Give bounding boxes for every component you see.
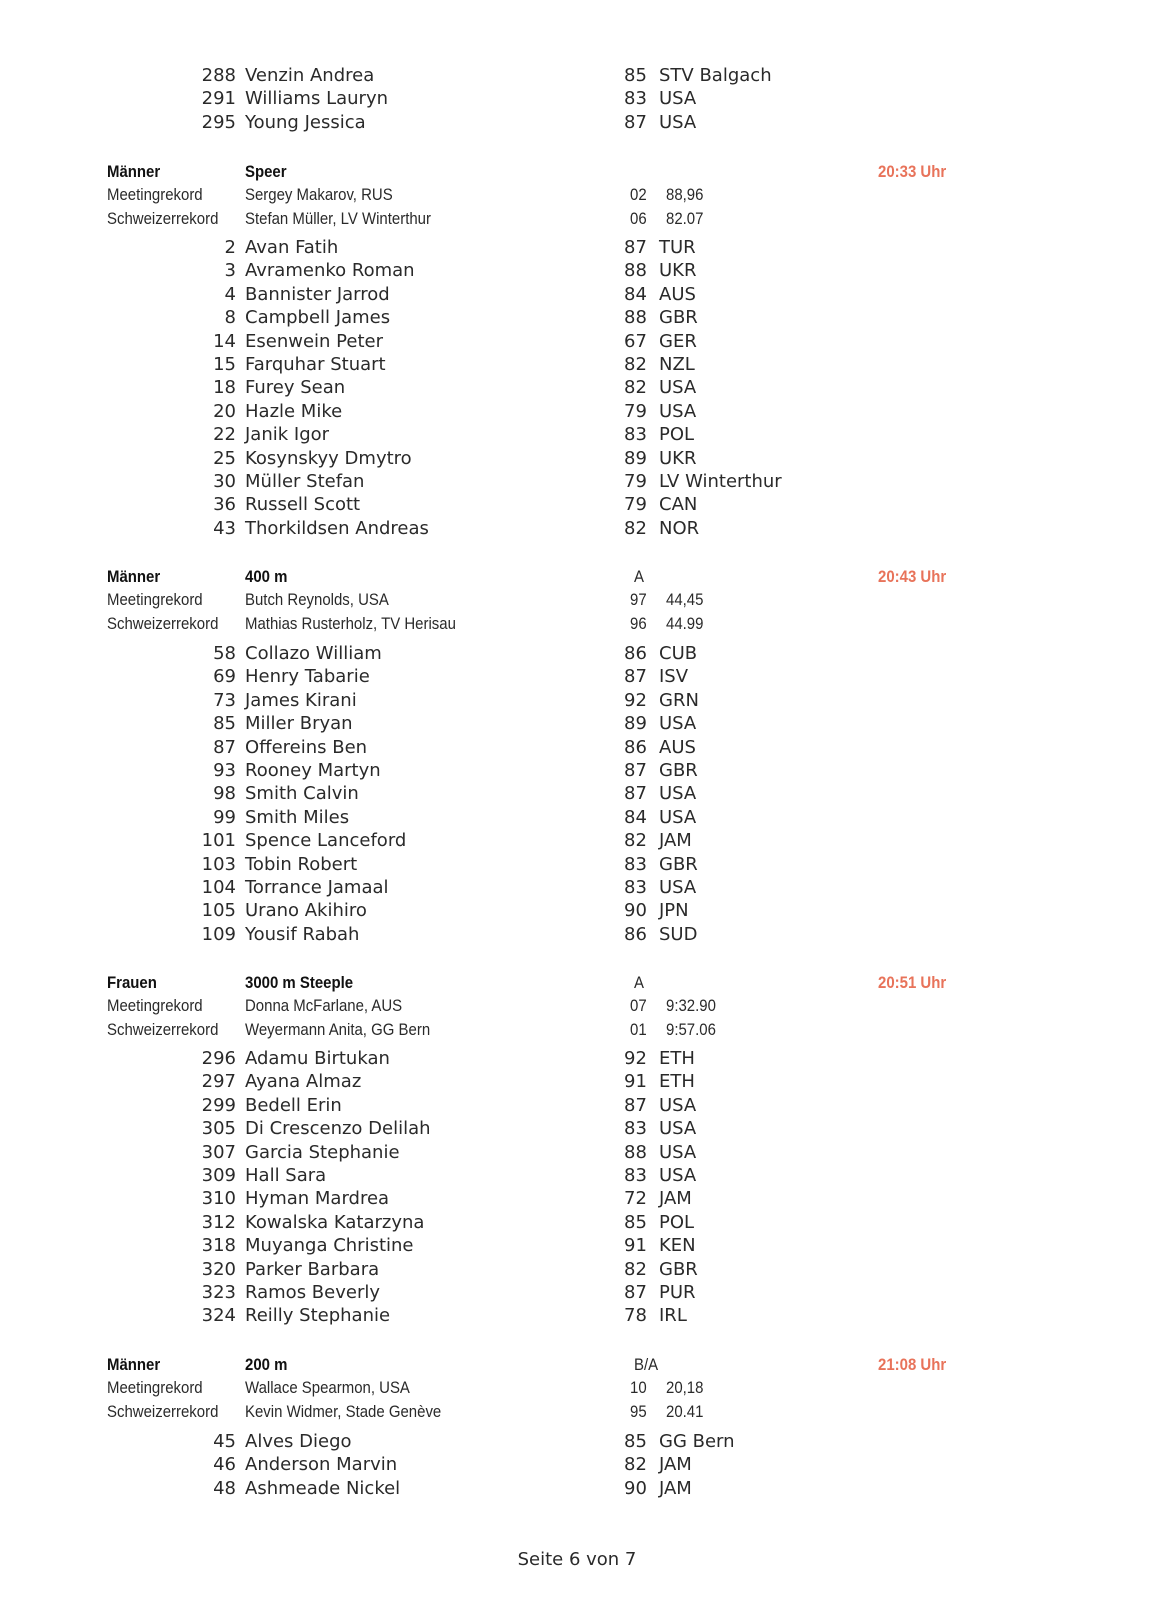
bib-number: 324 [201,1305,236,1327]
discipline-label: 200 m [245,1355,288,1374]
birth-year: 83 [624,853,647,875]
club-country: CAN [659,494,698,516]
swiss-record-mark: 44.99 [666,613,704,633]
birth-year: 89 [624,713,647,735]
bib-number: 295 [201,111,236,133]
swiss-record-year: 95 [630,1401,647,1421]
athlete-name: Russell Scott [245,494,361,516]
athlete-row [0,1304,1154,1328]
meeting-record-mark: 9:32.90 [666,996,716,1016]
bib-number: 101 [201,830,236,852]
page-footer: Seite 6 von 7 [517,1549,637,1570]
bib-number: 85 [213,713,236,735]
athlete-name: Young Jessica [245,111,366,133]
club-country: POL [659,1211,695,1233]
category-label: A [634,973,644,992]
club-country: USA [659,783,697,805]
athlete-name: Smith Miles [245,806,350,828]
club-country: USA [659,877,697,898]
swiss-record-year: 06 [630,208,647,228]
athlete-name: Müller Stefan [245,471,365,492]
athlete-name: Muyanga Christine [245,1235,414,1257]
club-country: PUR [659,1282,696,1303]
athlete-row [0,665,1154,689]
swiss-record-year: 96 [630,613,647,633]
birth-year: 83 [624,1165,647,1186]
athlete-name: Rooney Martyn [245,760,381,781]
bib-number: 305 [201,1118,236,1140]
meeting-record-mark: 44,45 [666,590,704,610]
club-country: USA [659,1141,697,1163]
club-country: ETH [659,1048,695,1069]
birth-year: 86 [624,643,647,664]
birth-year: 92 [624,689,647,711]
club-country: UKR [659,447,697,469]
athlete-row [0,1477,1154,1501]
birth-year: 79 [624,400,647,422]
birth-year: 87 [624,237,647,258]
bib-number: 307 [201,1141,236,1163]
bib-number: 4 [224,283,236,305]
club-country: POL [659,424,695,446]
birth-year: 72 [624,1188,647,1210]
meeting-record-year: 97 [630,590,647,610]
club-country: USA [659,377,697,399]
swiss-record-mark: 82.07 [666,208,704,228]
athlete-name: Garcia Stephanie [245,1141,400,1163]
birth-year: 87 [624,111,647,133]
athlete-row [0,470,1154,494]
athlete-name: Thorkildsen Andreas [245,517,429,539]
athlete-row [0,642,1154,666]
bib-number: 103 [201,853,236,875]
record-row [0,207,1154,231]
athlete-row [0,853,1154,877]
athlete-name: Henry Tabarie [245,666,370,688]
bib-number: 15 [213,354,236,375]
record-row [0,1376,1154,1400]
athlete-row [0,689,1154,713]
record-row [0,183,1154,207]
event-header [0,565,1154,589]
athlete-name: Spence Lanceford [245,830,407,852]
athlete-row [0,236,1154,260]
event-header [0,971,1154,995]
event-header [0,1353,1154,1377]
birth-year: 85 [624,65,647,86]
athlete-row [0,1234,1154,1258]
bib-number: 296 [201,1048,236,1069]
athlete-row [0,330,1154,354]
athlete-name: Avan Fatih [245,237,339,258]
bib-number: 323 [201,1282,236,1303]
athlete-name: Bannister Jarrod [245,283,390,305]
athlete-row [0,782,1154,806]
athlete-row [0,1258,1154,1282]
start-time: 21:08 Uhr [878,1355,947,1374]
athlete-name: Hyman Mardrea [245,1188,390,1210]
birth-year: 88 [624,307,647,329]
athlete-name: Offereins Ben [245,736,368,758]
meeting-record-holder: Wallace Spearmon, USA [245,1378,410,1398]
athlete-row [0,1187,1154,1211]
bib-number: 48 [213,1477,236,1499]
discipline-label: 400 m [245,567,288,586]
birth-year: 84 [624,283,647,305]
athlete-row [0,423,1154,447]
athlete-row [0,1094,1154,1118]
club-country: GBR [659,307,698,329]
bib-number: 25 [213,447,236,469]
swiss-record-year: 01 [630,1019,647,1039]
gender-label: Männer [107,162,161,181]
bib-number: 320 [201,1258,236,1280]
club-country: ISV [659,666,689,688]
record-row [0,588,1154,612]
birth-year: 88 [624,260,647,282]
athlete-row [0,1047,1154,1071]
athlete-name: Alves Diego [245,1431,352,1452]
athlete-name: Williams Lauryn [245,88,388,110]
meeting-record-holder: Donna McFarlane, AUS [245,996,403,1016]
club-country: USA [659,1094,697,1116]
meeting-record-year: 02 [630,185,647,205]
start-time: 20:43 Uhr [878,567,947,586]
athlete-row [0,64,1154,88]
athlete-name: Torrance Jamaal [245,877,389,898]
bib-number: 312 [201,1211,236,1233]
birth-year: 79 [624,471,647,492]
club-country: IRL [659,1305,687,1327]
meeting-record-year: 10 [630,1378,647,1398]
athlete-row [0,447,1154,471]
club-country: GBR [659,1258,698,1280]
athlete-row [0,1453,1154,1477]
athlete-name: Hazle Mike [245,400,343,422]
athlete-row [0,306,1154,330]
discipline-label: 3000 m Steeple [245,973,354,992]
birth-year: 85 [624,1211,647,1233]
bib-number: 99 [213,806,236,828]
club-country: LV Winterthur [659,471,782,492]
swiss-record-label: Schweizerrekord [107,613,219,633]
athlete-row [0,736,1154,760]
bib-number: 297 [201,1071,236,1093]
birth-year: 83 [624,88,647,110]
meeting-record-label: Meetingrekord [107,1378,203,1398]
club-country: GRN [659,689,699,711]
club-country: JAM [659,1477,692,1499]
club-country: TUR [659,237,696,258]
athlete-name: Anderson Marvin [245,1454,398,1476]
meeting-record-holder: Sergey Makarov, RUS [245,185,393,205]
birth-year: 83 [624,1118,647,1140]
club-country: USA [659,713,697,735]
birth-year: 84 [624,806,647,828]
birth-year: 82 [624,377,647,399]
athlete-name: Parker Barbara [245,1258,380,1280]
swiss-record-label: Schweizerrekord [107,1401,219,1421]
birth-year: 67 [624,330,647,352]
athlete-row [0,493,1154,517]
meeting-record-year: 07 [630,996,647,1016]
birth-year: 87 [624,1094,647,1116]
athlete-row [0,1281,1154,1305]
swiss-record-holder: Mathias Rusterholz, TV Herisau [245,613,456,633]
birth-year: 86 [624,923,647,945]
athlete-name: Tobin Robert [245,853,358,875]
athlete-name: Bedell Erin [245,1094,342,1116]
birth-year: 79 [624,494,647,516]
bib-number: 2 [224,237,236,258]
birth-year: 83 [624,424,647,446]
birth-year: 87 [624,783,647,805]
athlete-name: Furey Sean [245,377,346,399]
athlete-name: Avramenko Roman [245,260,415,282]
swiss-record-mark: 9:57.06 [666,1019,716,1039]
swiss-record-holder: Stefan Müller, LV Winterthur [245,208,431,228]
athlete-row [0,1430,1154,1454]
club-country: AUS [659,283,696,305]
club-country: GBR [659,760,698,781]
bib-number: 93 [213,760,236,781]
record-row [0,1018,1154,1042]
bib-number: 69 [213,666,236,688]
athlete-name: Miller Bryan [245,713,353,735]
bib-number: 299 [201,1094,236,1116]
athlete-row [0,259,1154,283]
club-country: GG Bern [659,1431,735,1452]
athlete-name: Kosynskyy Dmytro [245,447,412,469]
athlete-row [0,517,1154,541]
athlete-name: Campbell James [245,307,391,329]
athlete-row [0,1141,1154,1165]
club-country: USA [659,806,697,828]
club-country: USA [659,111,697,133]
club-country: NOR [659,517,700,539]
bib-number: 18 [213,377,236,399]
athlete-name: Kowalska Katarzyna [245,1211,425,1233]
athlete-name: Ayana Almaz [245,1071,362,1093]
athlete-row [0,1070,1154,1094]
meeting-record-mark: 20,18 [666,1378,704,1398]
athlete-name: Adamu Birtukan [245,1048,390,1069]
club-country: JAM [659,830,692,852]
club-country: AUS [659,736,696,758]
athlete-name: Janik Igor [245,424,330,446]
club-country: USA [659,400,697,422]
athlete-name: Yousif Rabah [245,923,360,945]
athlete-name: Ashmeade Nickel [245,1477,401,1499]
birth-year: 86 [624,736,647,758]
club-country: USA [659,1165,697,1186]
bib-number: 104 [201,877,236,898]
meeting-record-label: Meetingrekord [107,996,203,1016]
athlete-row [0,876,1154,900]
birth-year: 82 [624,1258,647,1280]
meeting-record-holder: Butch Reynolds, USA [245,590,389,610]
birth-year: 89 [624,447,647,469]
bib-number: 318 [201,1235,236,1257]
athlete-name: Venzin Andrea [245,65,375,86]
record-row [0,612,1154,636]
category-label: B/A [634,1355,659,1374]
athlete-row [0,829,1154,853]
swiss-record-label: Schweizerrekord [107,1019,219,1039]
bib-number: 46 [213,1454,236,1476]
athlete-row [0,759,1154,783]
meeting-record-label: Meetingrekord [107,185,203,205]
birth-year: 87 [624,760,647,781]
bib-number: 20 [213,400,236,422]
athlete-row [0,806,1154,830]
swiss-record-holder: Kevin Widmer, Stade Genève [245,1401,442,1421]
bib-number: 36 [213,494,236,516]
athlete-row [0,1164,1154,1188]
start-time: 20:51 Uhr [878,973,947,992]
club-country: KEN [659,1235,696,1257]
athlete-name: Ramos Beverly [245,1282,380,1303]
athlete-name: James Kirani [245,689,357,711]
club-country: JPN [659,900,689,922]
club-country: STV Balgach [659,65,772,86]
meeting-record-mark: 88,96 [666,185,704,205]
record-row [0,1400,1154,1424]
swiss-record-mark: 20.41 [666,1401,704,1421]
birth-year: 82 [624,830,647,852]
bib-number: 14 [213,330,236,352]
club-country: CUB [659,643,698,664]
club-country: GBR [659,853,698,875]
club-country: USA [659,88,697,110]
athlete-row [0,283,1154,307]
club-country: GER [659,330,697,352]
bib-number: 291 [201,88,236,110]
swiss-record-label: Schweizerrekord [107,208,219,228]
club-country: UKR [659,260,697,282]
bib-number: 310 [201,1188,236,1210]
event-header [0,160,1154,184]
bib-number: 3 [224,260,236,282]
birth-year: 82 [624,354,647,375]
birth-year: 82 [624,1454,647,1476]
record-row [0,994,1154,1018]
bib-number: 309 [201,1165,236,1186]
athlete-row [0,87,1154,111]
club-country: NZL [659,354,695,375]
birth-year: 78 [624,1305,647,1327]
athlete-row [0,376,1154,400]
birth-year: 92 [624,1048,647,1069]
athlete-row [0,923,1154,947]
category-label: A [634,567,644,586]
athlete-row [0,400,1154,424]
discipline-label: Speer [245,162,287,181]
club-country: JAM [659,1454,692,1476]
bib-number: 87 [213,736,236,758]
athlete-row [0,1117,1154,1141]
bib-number: 58 [213,643,236,664]
athlete-row [0,712,1154,736]
bib-number: 98 [213,783,236,805]
athlete-row [0,111,1154,135]
athlete-row [0,1211,1154,1235]
birth-year: 87 [624,1282,647,1303]
athlete-row [0,899,1154,923]
bib-number: 105 [201,900,236,922]
athlete-name: Hall Sara [245,1165,327,1186]
bib-number: 45 [213,1431,236,1452]
bib-number: 22 [213,424,236,446]
athlete-name: Di Crescenzo Delilah [245,1118,431,1140]
bib-number: 8 [224,307,236,329]
athlete-row [0,353,1154,377]
swiss-record-holder: Weyermann Anita, GG Bern [245,1019,431,1039]
bib-number: 43 [213,517,236,539]
birth-year: 85 [624,1431,647,1452]
birth-year: 90 [624,900,647,922]
meeting-record-label: Meetingrekord [107,590,203,610]
birth-year: 83 [624,877,647,898]
athlete-name: Urano Akihiro [245,900,367,922]
club-country: ETH [659,1071,695,1093]
athlete-name: Farquhar Stuart [245,354,386,375]
athlete-name: Collazo William [245,643,382,664]
birth-year: 90 [624,1477,647,1499]
club-country: JAM [659,1188,692,1210]
birth-year: 91 [624,1235,647,1257]
gender-label: Frauen [107,973,157,992]
birth-year: 88 [624,1141,647,1163]
bib-number: 73 [213,689,236,711]
bib-number: 109 [201,923,236,945]
birth-year: 82 [624,517,647,539]
start-time: 20:33 Uhr [878,162,947,181]
club-country: SUD [659,923,698,945]
gender-label: Männer [107,567,161,586]
club-country: USA [659,1118,697,1140]
birth-year: 87 [624,666,647,688]
bib-number: 30 [213,471,236,492]
athlete-name: Reilly Stephanie [245,1305,391,1327]
birth-year: 91 [624,1071,647,1093]
bib-number: 288 [201,65,236,86]
gender-label: Männer [107,1355,161,1374]
athlete-name: Smith Calvin [245,783,359,805]
athlete-name: Esenwein Peter [245,330,383,352]
